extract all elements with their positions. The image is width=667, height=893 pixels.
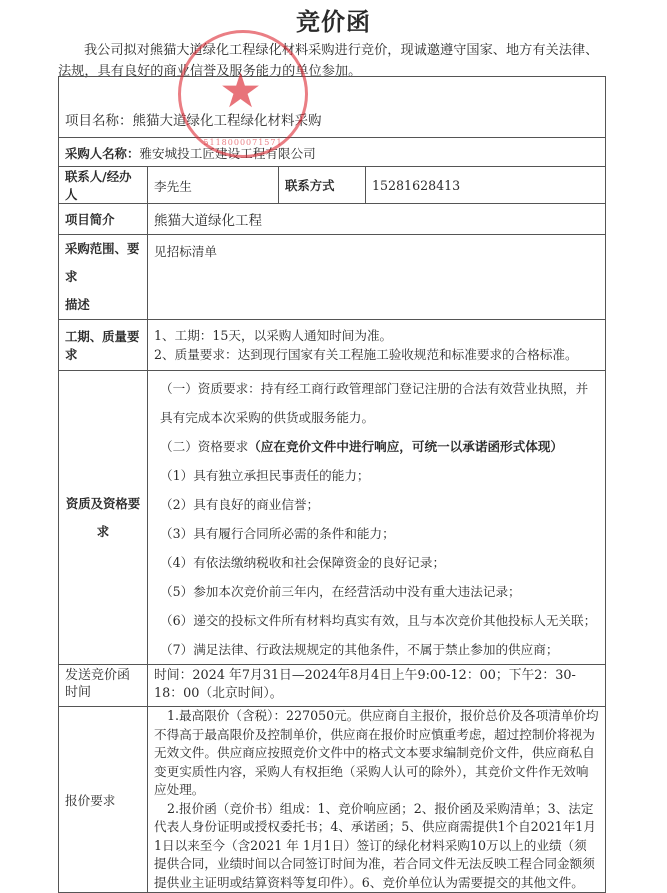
- row-period: [59, 320, 606, 371]
- row-send-time: [59, 665, 606, 707]
- purchaser-value: 雅安城投工匠建设工程有限公司: [139, 145, 316, 161]
- scope-label-1: 采购范围、要求: [65, 241, 140, 284]
- qualification-label-2: 求: [96, 523, 110, 539]
- phone-value: 15281628413: [366, 167, 606, 204]
- row-quote: [59, 707, 606, 893]
- row-project-intro: [59, 204, 606, 235]
- row-purchaser: [59, 138, 606, 167]
- scope-value: 见招标清单: [148, 235, 606, 320]
- contact-value: 李先生: [148, 167, 279, 204]
- project-name-label: 项目名称：: [65, 113, 133, 129]
- send-time-label: 发送竞价函时间: [59, 665, 148, 707]
- intro-paragraph: 我公司拟对熊猫大道绿化工程绿化材料采购进行竞价，现诚邀遵守国家、地方有关法律、法规，具有良好的商业信誉及服务能力的单位参加。: [58, 43, 599, 79]
- period-line-1: 1、工期：15天，以采购人通知时间为准。: [154, 328, 393, 343]
- project-intro-label: 项目简介: [59, 204, 148, 235]
- row-contact: [59, 167, 606, 204]
- qualification-q2-prefix: （二）资格要求: [160, 439, 249, 454]
- seal-code: 5118000071571: [203, 138, 283, 147]
- qualification-label-1: 资质及资格要: [65, 495, 141, 511]
- qualification-item: （1）具有独立承担民事责任的能力；: [160, 468, 370, 483]
- period-line-2: 2、质量要求：达到现行国家有关工程施工验收规范和标准要求的合格标准。: [154, 347, 578, 362]
- purchaser-label: 采购人名称：: [65, 145, 140, 161]
- row-project-name: [59, 77, 606, 138]
- send-time-value: 时间：2024 年7月31日—2024年8月4日上午9:00-12：00；下午2：30-18：00（北京时间）。: [148, 665, 606, 707]
- quote-paragraph-2: 2.报价函（竞价书）组成：1、竞价响应函；2、报价函及采购清单；3、法定代表人身份证明或授权委托书；4、承诺函；5、供应商需提供1个自2021年1月1日以来至今（含2021 年 1月1日）签订的绿化材料采购10万以上的业绩（须提供合同，业绩时间以合同签订时间为准，若合同文件无法反映工程合同金额须提供业主证明或结算资料等复印件）。6、竞价单位认为需要提交的其他文件。: [154, 800, 596, 890]
- period-label: 工期、质量要求: [59, 320, 148, 371]
- qualification-item: （6）递交的投标文件所有材料均真实有效，且与本次竞价其他投标人无关联；: [160, 613, 597, 628]
- qualification-item: （4）有依法缴纳税收和社会保障资金的良好记录；: [160, 555, 446, 570]
- contact-label: 联系人/经办人: [59, 167, 148, 204]
- phone-label: 联系方式: [279, 167, 366, 204]
- quote-paragraph-1: 1.最高限价（含税）：227050元。供应商自主报价，报价总价及各项清单价均不得高于最高限价及控制单价，供应商在报价时应慎重考虑，超过控制价将视为无效文件。供应商应按照竞价文件中的格式文本要求编制竞价文件，供应商私自变更实质性内容，采购人有权拒绝（采购人认可的除外），其竞价文件作无效响应处理。: [154, 708, 599, 797]
- quote-label: 报价要求: [59, 707, 148, 893]
- qualification-item: （3）具有履行合同所必需的条件和能力；: [160, 526, 395, 541]
- row-qualification: [59, 371, 606, 665]
- project-intro-value: 熊猫大道绿化工程: [148, 204, 606, 235]
- qualification-q1: （一）资质要求：持有经工商行政管理部门登记注册的合法有效营业执照，并具有完成本次采购的供货或服务能力。: [160, 381, 589, 425]
- star-icon: ★: [219, 63, 263, 119]
- row-scope: [59, 235, 606, 320]
- qualification-item: （7）满足法律、行政法规规定的其他条件，不属于禁止参加的供应商；: [160, 642, 559, 657]
- project-name-value: 熊猫大道绿化工程绿化材料采购: [132, 113, 322, 129]
- qualification-item: （5）参加本次竞价前三年内，在经营活动中没有重大违法记录；: [160, 584, 521, 599]
- bid-info-table: [58, 76, 606, 893]
- document-title: 竞价函: [296, 7, 371, 36]
- qualification-q2-bold: （应在竞价文件中进行响应，可统一以承诺函形式体现）: [248, 439, 563, 454]
- scope-label-2: 描述: [65, 297, 90, 312]
- qualification-item: （2）具有良好的商业信誉；: [160, 497, 320, 512]
